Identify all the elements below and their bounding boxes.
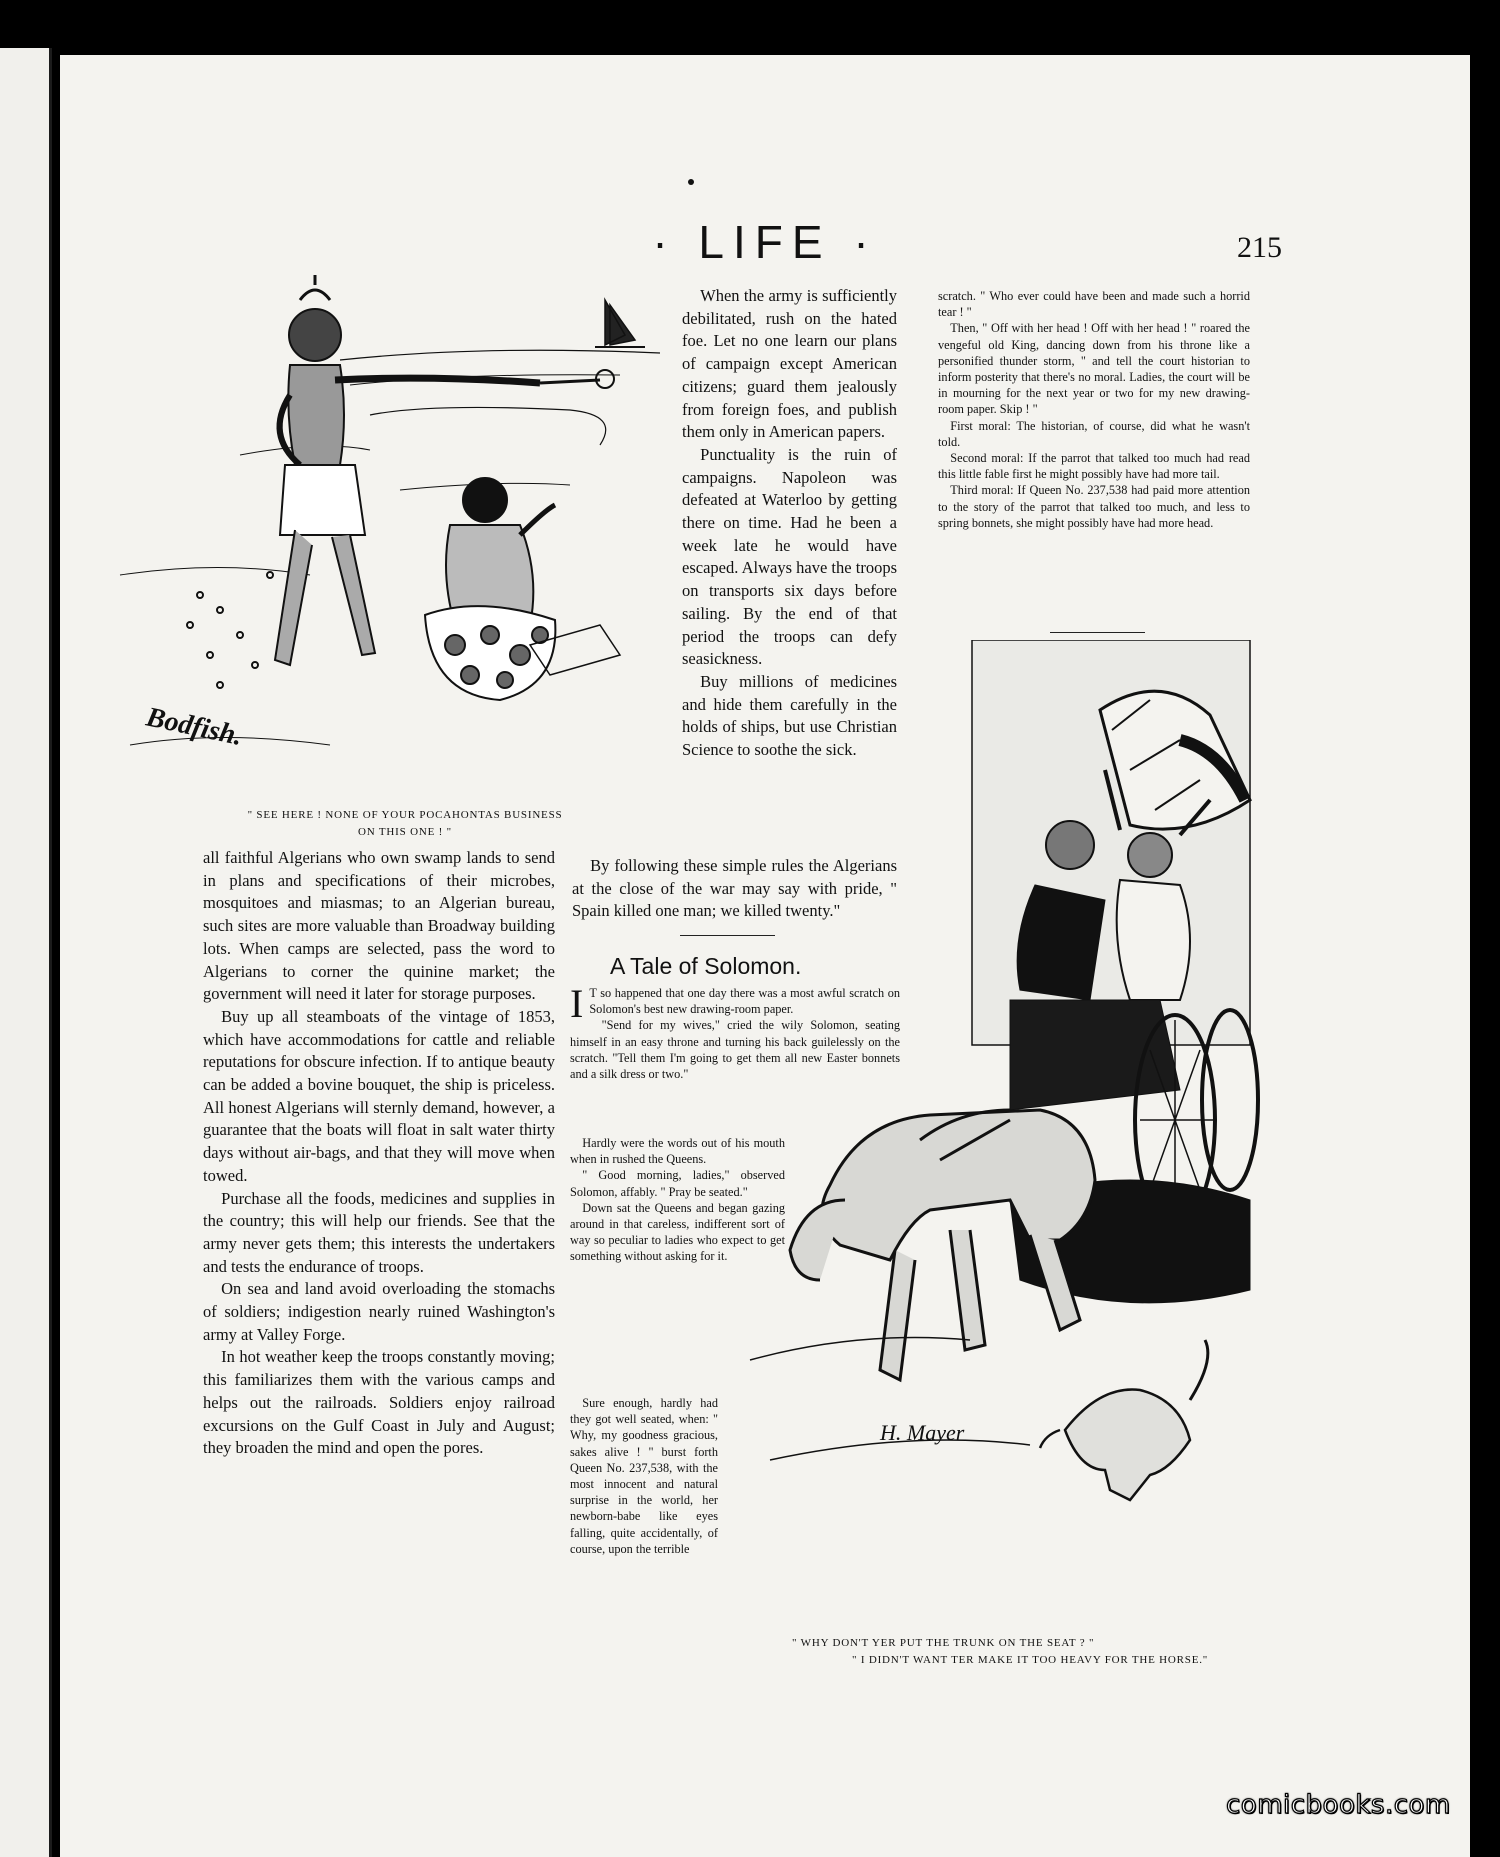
paragraph: By following these simple rules the Algerians at the close of the war may say with pride, " Spain killed one man; we killed twenty.": [572, 856, 897, 921]
paragraph: Sure enough, hardly had they got well seated, when: " Why, my goodness gracious, sakes alive ! " burst forth Queen No. 237,538, with the most innocent and natural surprise in the world, her newborn-babe like eyes falling, quite accidentally, of course, upon the terrible: [570, 1396, 718, 1556]
caption-top-line2: ON THIS ONE ! ": [358, 826, 452, 838]
magazine-page: [60, 55, 1470, 1857]
paragraph: When the army is sufficiently debilitated, rush on the hated foe. Let no one learn our plans of campaign except American citizens; guard them jealously from foreign foes, and publish them only in American papers.: [682, 286, 897, 442]
illustration-pocahontas: [100, 275, 660, 830]
signature-mayer: H. Mayer: [880, 1420, 965, 1445]
paragraph: On sea and land avoid overloading the stomachs of soldiers; indigestion nearly ruined Washington's army at Valley Forge.: [203, 1279, 555, 1344]
paragraph: Purchase all the foods, medicines and supplies in the country; this will help our friends. See that the army never gets them; this interests the undertakers and tests the endurance of troops.: [203, 1188, 555, 1276]
top-dot: [688, 179, 694, 185]
paragraph: Down sat the Queens and began gazing around in that careless, indifferent sort of way so peculiar to ladies who expect to get something without asking for it.: [570, 1200, 785, 1264]
paragraph: Second moral: If the parrot that talked too much had read this little fable first he might possibly have had more tail.: [938, 451, 1250, 482]
previous-page-edge: [0, 48, 52, 1857]
divider-rule: [1050, 632, 1145, 633]
paragraph: Third moral: If Queen No. 237,538 had paid more attention to the story of the parrot that talked too much, and less to spring bonnets, she might possibly have had more head.: [938, 483, 1250, 530]
paragraph: Buy up all steamboats of the vintage of 1853, which have accommodations for cattle and reliable reputations for obscure infection. If to antique beauty can be added a bovine bouquet, the ship is priceless. All honest Algerians will sternly demand, however, a guarantee that the boats will float in salt water thirty days without air-bags, and that they will move when towed.: [203, 1006, 555, 1185]
paragraph: Buy millions of medicines and hide them carefully in the holds of ships, but use Christian Science to soothe the sick.: [682, 671, 897, 760]
watermark: comicbooks.com: [1226, 1790, 1451, 1820]
masthead: · LIFE ·: [652, 216, 878, 268]
signature-bodfish: Bodfish.: [143, 701, 246, 753]
caption-top-illustration: [155, 807, 655, 841]
caption-right-line2: " I DIDN'T WANT TER MAKE IT TOO HEAVY FOR THE HORSE.": [852, 1654, 1209, 1666]
paragraph: Punctuality is the ruin of campaigns. Napoleon was defeated at Waterloo by getting there on time. Had he been a week late he would have escaped. Always have the troops on transports six days before sailing. By the end of that period the troops can defy seasickness.: [682, 444, 897, 669]
article-left-column: [203, 847, 555, 1460]
tale-opening-text: T so happened that one day there was a most awful scratch on Solomon's best new drawing-room paper.: [589, 986, 900, 1017]
paragraph: In hot weather keep the troops constantly moving; this familiarizes them with the various camps and helps out the railroads. Soldiers enjoy railroad excursions on the Gulf Coast in July and August; they broaden the mind and open the pores.: [203, 1347, 555, 1458]
caption-top-line1: " SEE HERE ! NONE OF YOUR POCAHONTAS BUSINESS: [247, 809, 563, 821]
paragraph: scratch. " Who ever could have been and made such a horrid tear ! ": [938, 289, 1250, 320]
caption-right-line1: " WHY DON'T YER PUT THE TRUNK ON THE SEAT ? ": [792, 1637, 1095, 1649]
tale-narrowest-column: [570, 1395, 718, 1557]
paragraph: Then, " Off with her head ! Off with her head ! " roared the vengeful old King, dancing down from his throne like a personified thunder storm, " and tell the court historian to inform posterity that there's no moral. Ladies, the court will be in mourning for the next year or two for my new drawing-room paper. Skip ! ": [938, 321, 1250, 417]
tale-title: A Tale of Solomon.: [610, 953, 802, 979]
paragraph: First moral: The historian, of course, did what he wasn't told.: [938, 418, 1250, 449]
dropcap: I: [570, 981, 584, 1026]
article-right-column: [938, 288, 1250, 531]
illustration-cart-horse: [710, 640, 1270, 1650]
paragraph: Hardly were the words out of his mouth when in rushed the Queens.: [570, 1136, 785, 1167]
page-number: 215: [1237, 231, 1282, 264]
paragraph: "Send for my wives," cried the wily Solomon, seating himself in an easy throne and turning his back guilelessly on the scratch. "Tell them I'm going to get them all new Easter bonnets and a silk dress or two.": [570, 1018, 900, 1082]
paragraph: " Good morning, ladies," observed Solomon, affably. " Pray be seated.": [570, 1168, 785, 1199]
paragraph: all faithful Algerians who own swamp lands to send in plans and specifications of their microbes, mosquitoes and miasmas; to an Algerian bureau, such sites are more valuable than Broadway building lots. When camps are selected, pass the word to Algerians to corner the quinine market; the government will need it later for storage purposes.: [203, 848, 555, 1004]
caption-right-illustration: [722, 1635, 1302, 1669]
